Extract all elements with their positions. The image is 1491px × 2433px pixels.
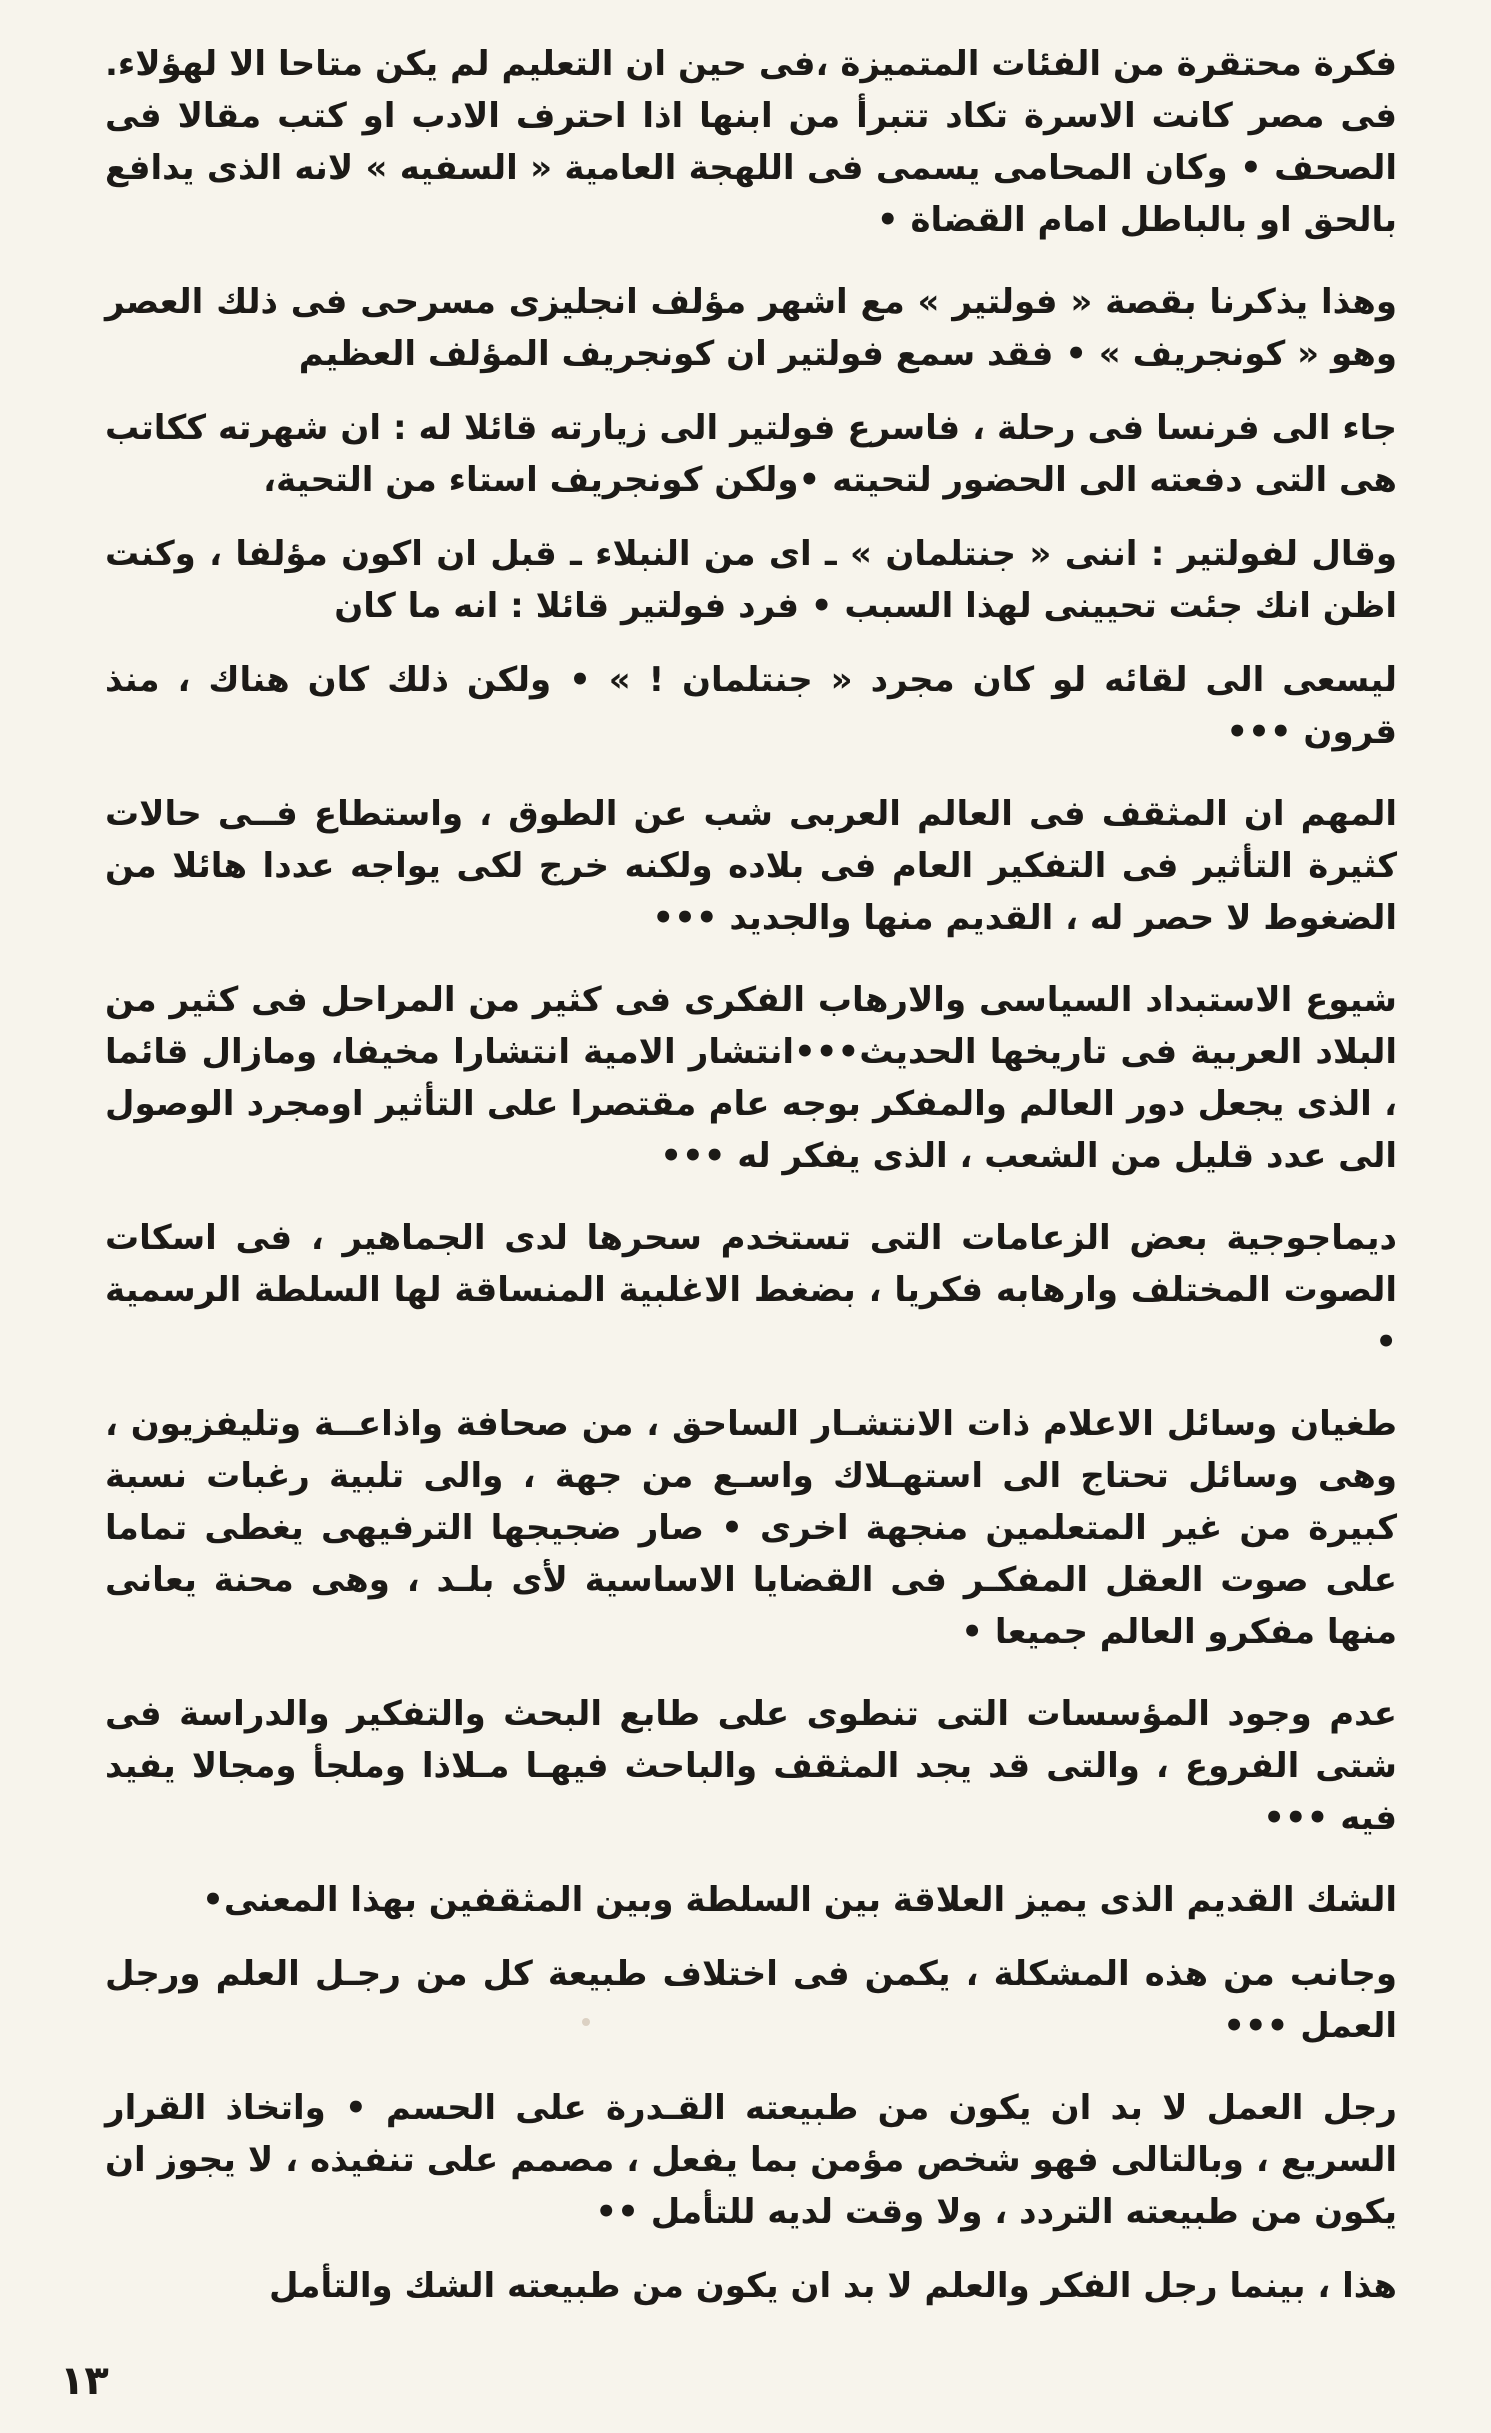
body-text [105, 38, 1397, 2342]
paragraph-8: ديماجوجية بعض الزعامات التى تستخدم سحرها لدى الجماهير ، فى اسكات الصوت المختلف وارهابه فكريا ، بضغط الاغلبية المنساقة لها السلطة الرسمية • [105, 1218, 1397, 1362]
paragraph-3: جاء الى فرنسا فى رحلة ، فاسرع فولتير الى زيارته قائلا له : ان شهرته ككاتب هى التى دفعته الى الحضور لتحيته •ولكن كونجريف استاء من التحية، [105, 408, 1397, 500]
paragraph-12: وجانب من هذه المشكلة ، يكمن فى اختلاف طبيعة كل من رجـل العلم ورجل العمل ••• [105, 1954, 1397, 2046]
paragraph-14: هذا ، بينما رجل الفكر والعلم لا بد ان يكون من طبيعته الشك والتأمل [269, 2266, 1397, 2306]
paragraph-5: ليسعى الى لقائه لو كان مجرد « جنتلمان ! » • ولكن ذلك كان هناك ، منذ قرون ••• [105, 660, 1397, 752]
page-number: ١٣ [60, 2358, 109, 2404]
paragraph-4: وقال لفولتير : اننى « جنتلمان » ـ اى من النبلاء ـ قبل ان اكون مؤلفا ، وكنت اظن انك جئت تحيينى لهذا السبب • فرد فولتير قائلا : انه ما كان [105, 534, 1397, 626]
paragraph-7: شيوع الاستبداد السياسى والارهاب الفكرى فى كثير من المراحل فى كثير من البلاد العربية فى تاريخها الحديث•••انتشار الامية انتشارا مخيفا، ومازال قائما ، الذى يجعل دور العالم والمفكر بوجه عام مقتصرا على التأثير اومجرد الوصول الى عدد قليل من الشعب ، الذى يفكر له ••• [105, 980, 1397, 1176]
paper-speck [582, 2018, 590, 2026]
paragraph-10: عدم وجود المؤسسات التى تنطوى على طابع البحث والتفكير والدراسة فى شتى الفروع ، والتى قد يجد المثقف والباحث فيهـا مـلاذا وملجأ ومجالا يفيد فيه ••• [105, 1694, 1397, 1838]
paragraph-1: فكرة محتقرة من الفئات المتميزة ،فى حين ان التعليم لم يكن متاحا الا لهؤلاء. فى مصر كانت الاسرة تكاد تتبرأ من ابنها اذا احترف الادب او كتب مقالا فى الصحف • وكان المحامى يسمى فى اللهجة العامية « السفيه » لانه الذى يدافع بالحق او بالباطل امام القضاة • [105, 44, 1397, 240]
paragraph-6: المهم ان المثقف فى العالم العربى شب عن الطوق ، واستطاع فــى حالات كثيرة التأثير فى التفكير العام فى بلاده ولكنه خرج لكى يواجه عددا هائلا من الضغوط لا حصر له ، القديم منها والجديد ••• [105, 794, 1397, 938]
paragraph-2: وهذا يذكرنا بقصة « فولتير » مع اشهر مؤلف انجليزى مسرحى فى ذلك العصر وهو « كونجريف » • فقد سمع فولتير ان كونجريف المؤلف العظيم [105, 282, 1397, 374]
paragraph-13: رجل العمل لا بد ان يكون من طبيعته القـدرة على الحسم • واتخاذ القرار السريع ، وبالتالى فهو شخص مؤمن بما يفعل ، مصمم على تنفيذه ، لا يجوز ان يكون من طبيعته التردد ، ولا وقت لديه للتأمل •• [105, 2088, 1397, 2232]
paragraph-9: طغيان وسائل الاعلام ذات الانتشـار الساحق ، من صحافة واذاعــة وتليفزيون ، وهى وسائل تحتاج الى استهـلاك واسـع من جهة ، والى تلبية رغبات نسبة كبيرة من غير المتعلمين منجهة اخرى • صار ضجيجها الترفيهى يغطى تماما على صوت العقل المفكـر فى القضايا الاساسية لأى بلـد ، وهى محنة يعانى منها مفكرو العالم جميعا • [105, 1404, 1397, 1652]
paragraph-11: الشك القديم الذى يميز العلاقة بين السلطة وبين المثقفين بهذا المعنى• [202, 1880, 1397, 1920]
